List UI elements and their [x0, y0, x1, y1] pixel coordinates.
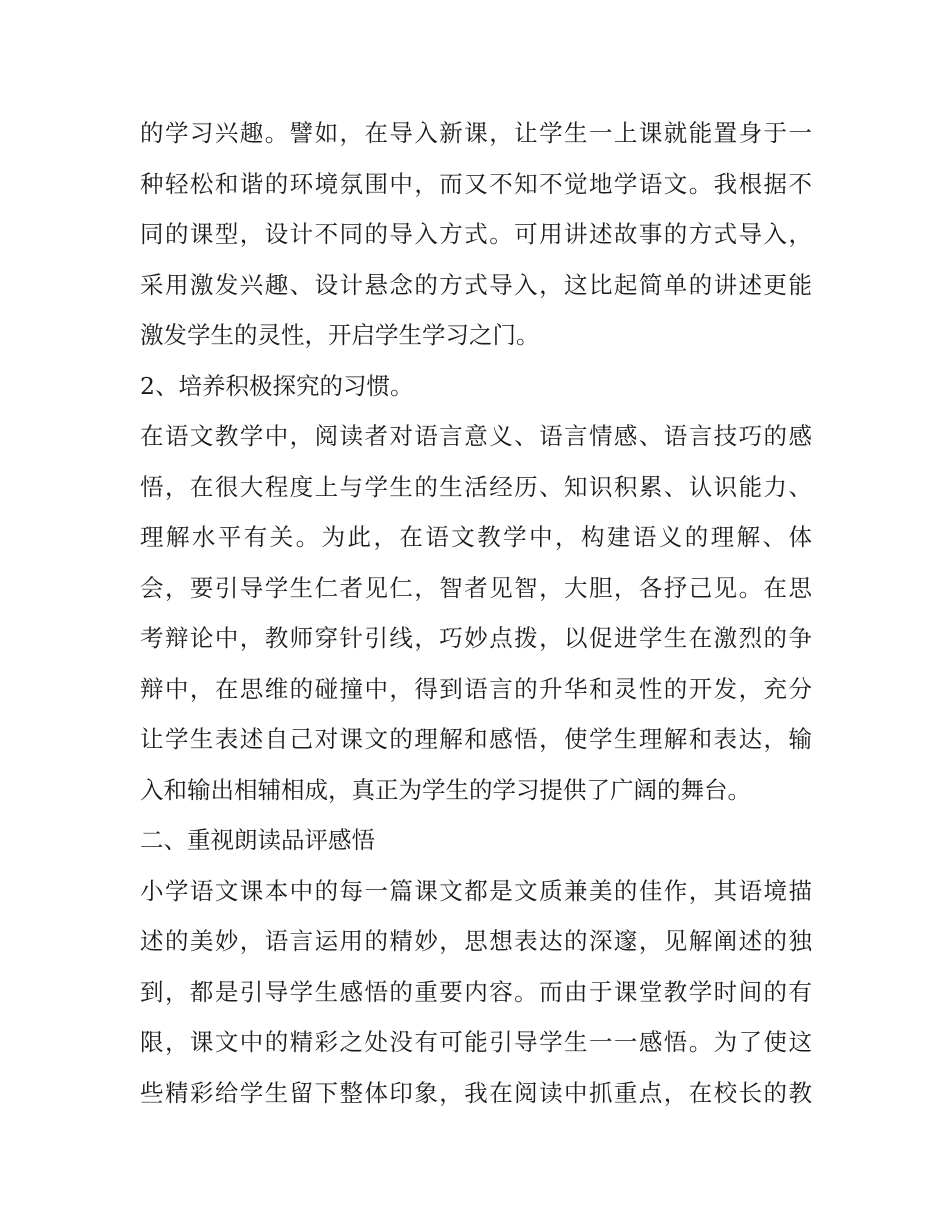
text-line: 2、培养积极探究的习惯。 — [140, 371, 414, 400]
text-line: 悟，在很大程度上与学生的生活经历、知识积累、认识能力、 — [140, 472, 812, 501]
document-body — [140, 108, 812, 1118]
text-line: 激发学生的灵性，开启学生学习之门。 — [140, 321, 540, 349]
text-line: 入和输出相辅相成，真正为学生的学习提供了广阔的舞台。 — [140, 775, 751, 804]
text-line: 辩中，在思维的碰撞中，得到语言的升华和灵性的开发，充分 — [140, 674, 812, 703]
text-line: 限，课文中的精彩之处没有可能引导学生一一感悟。为了使这 — [140, 1028, 812, 1056]
text-line: 的学习兴趣。譬如，在导入新课，让学生一上课就能置身于一 — [140, 119, 812, 147]
text-line: 考辩论中，教师穿针引线，巧妙点拨，以促进学生在激烈的争 — [140, 624, 812, 652]
text-line: 采用激发兴趣、设计悬念的方式导入，这比起简单的讲述更能 — [140, 270, 812, 299]
text-line: 到，都是引导学生感悟的重要内容。而由于课堂教学时间的有 — [140, 977, 812, 1006]
text-line: 会，要引导学生仁者见仁，智者见智，大胆，各抒己见。在思 — [140, 573, 812, 602]
text-line: 二、重视朗读品评感悟 — [140, 826, 375, 854]
text-line: 同的课型，设计不同的导入方式。可用讲述故事的方式导入， — [140, 220, 812, 248]
text-line: 小学语文课本中的每一篇课文都是文质兼美的佳作，其语境描 — [140, 876, 812, 905]
text-line: 述的美妙，语言运用的精妙，思想表达的深邃，见解阐述的独 — [140, 927, 812, 955]
text-line: 些精彩给学生留下整体印象，我在阅读中抓重点，在校长的教 — [140, 1078, 812, 1107]
text-line: 让学生表述自己对课文的理解和感悟，使学生理解和表达，输 — [140, 725, 812, 753]
text-line: 在语文教学中，阅读者对语言意义、语言情感、语言技巧的感 — [140, 422, 812, 450]
text-line: 种轻松和谐的环境氛围中，而又不知不觉地学语文。我根据不 — [140, 169, 812, 198]
text-line: 理解水平有关。为此，在语文教学中，构建语义的理解、体 — [140, 523, 812, 551]
